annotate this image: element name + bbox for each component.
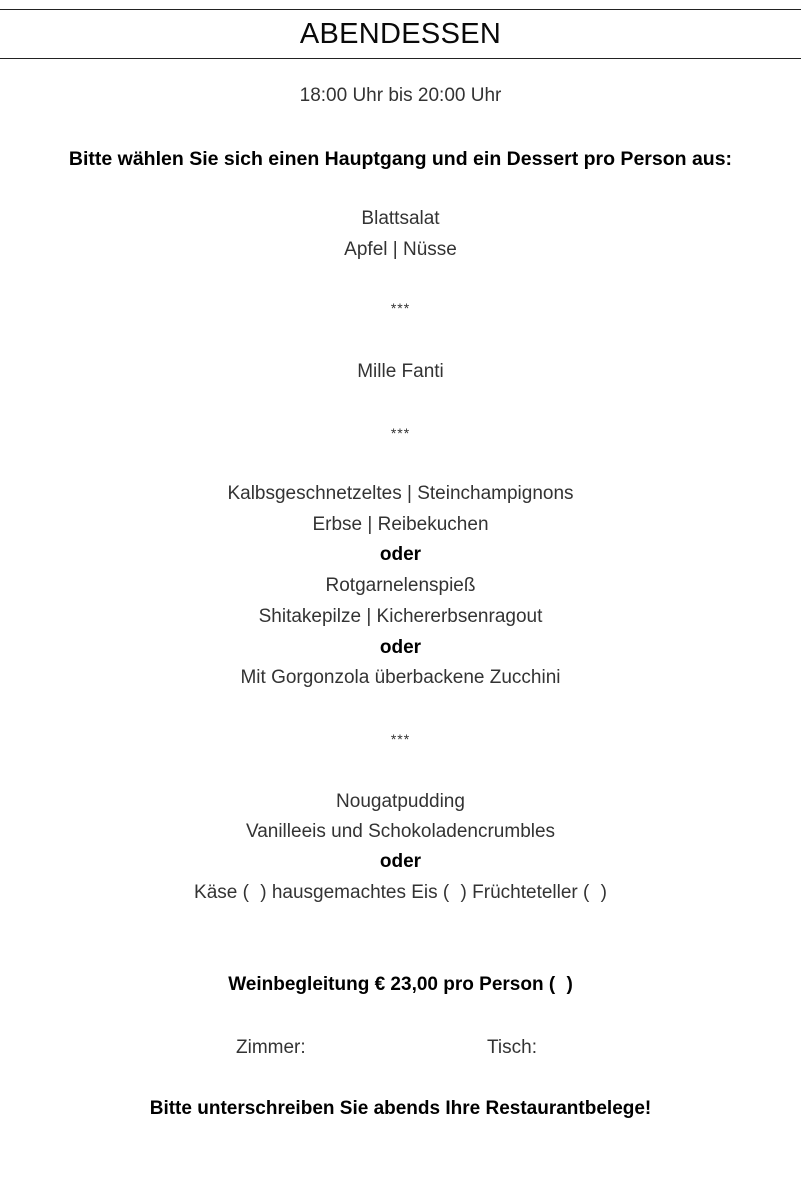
choice-label: Früchteteller ( [472, 882, 590, 903]
wine-pairing-close: ) [566, 974, 573, 995]
dessert-choice-fruit-plate[interactable] [472, 880, 607, 906]
main-option-2-name: Rotgarnelenspieß [325, 575, 476, 596]
or-divider: oder [379, 851, 422, 872]
wine-pairing-label: Weinbegleitung € 23,00 pro Person ( [228, 974, 556, 995]
choice-close: ) [460, 882, 467, 903]
course-separator: *** [390, 731, 411, 747]
course-separator: *** [390, 300, 411, 316]
starter-garnish: Apfel | Nüsse [344, 239, 457, 260]
choice-close: ) [260, 882, 267, 903]
choice-close: ) [600, 882, 607, 903]
starter-name: Blattsalat [361, 208, 440, 229]
dessert-option-1-garnish: Vanilleeis und Schokoladencrumbles [245, 821, 556, 842]
choice-label: hausgemachtes Eis ( [271, 882, 450, 903]
or-divider: oder [379, 544, 422, 565]
signature-note: Bitte unterschreiben Sie abends Ihre Restaurantbelege! [149, 1098, 652, 1119]
intermediate-course: Mille Fanti [357, 361, 444, 382]
choice-label: Käse ( [194, 882, 249, 903]
table-number-field[interactable]: Tisch: [487, 1037, 537, 1058]
course-separator: *** [390, 425, 411, 441]
main-option-2-sides: Shitakepilze | Kichererbsenragout [258, 606, 543, 627]
page-title: ABENDESSEN [299, 18, 502, 50]
wine-pairing-option[interactable] [0, 972, 801, 998]
or-divider: oder [379, 637, 422, 658]
main-option-1-name: Kalbsgeschnetzeltes | Steinchampignons [227, 483, 574, 504]
main-option-3-name: Mit Gorgonzola überbackene Zucchini [240, 667, 561, 688]
main-option-1-sides: Erbse | Reibekuchen [312, 514, 489, 535]
dessert-choice-ice-cream[interactable] [272, 880, 467, 906]
dessert-choice-cheese[interactable] [194, 880, 267, 906]
selection-instruction: Bitte wählen Sie sich einen Hauptgang und ein Dessert pro Person aus: [68, 148, 733, 170]
serving-hours: 18:00 Uhr bis 20:00 Uhr [299, 85, 502, 106]
room-number-field[interactable]: Zimmer: [236, 1037, 306, 1058]
dessert-option-1-name: Nougatpudding [336, 791, 465, 812]
dessert-choice-row [0, 880, 801, 906]
